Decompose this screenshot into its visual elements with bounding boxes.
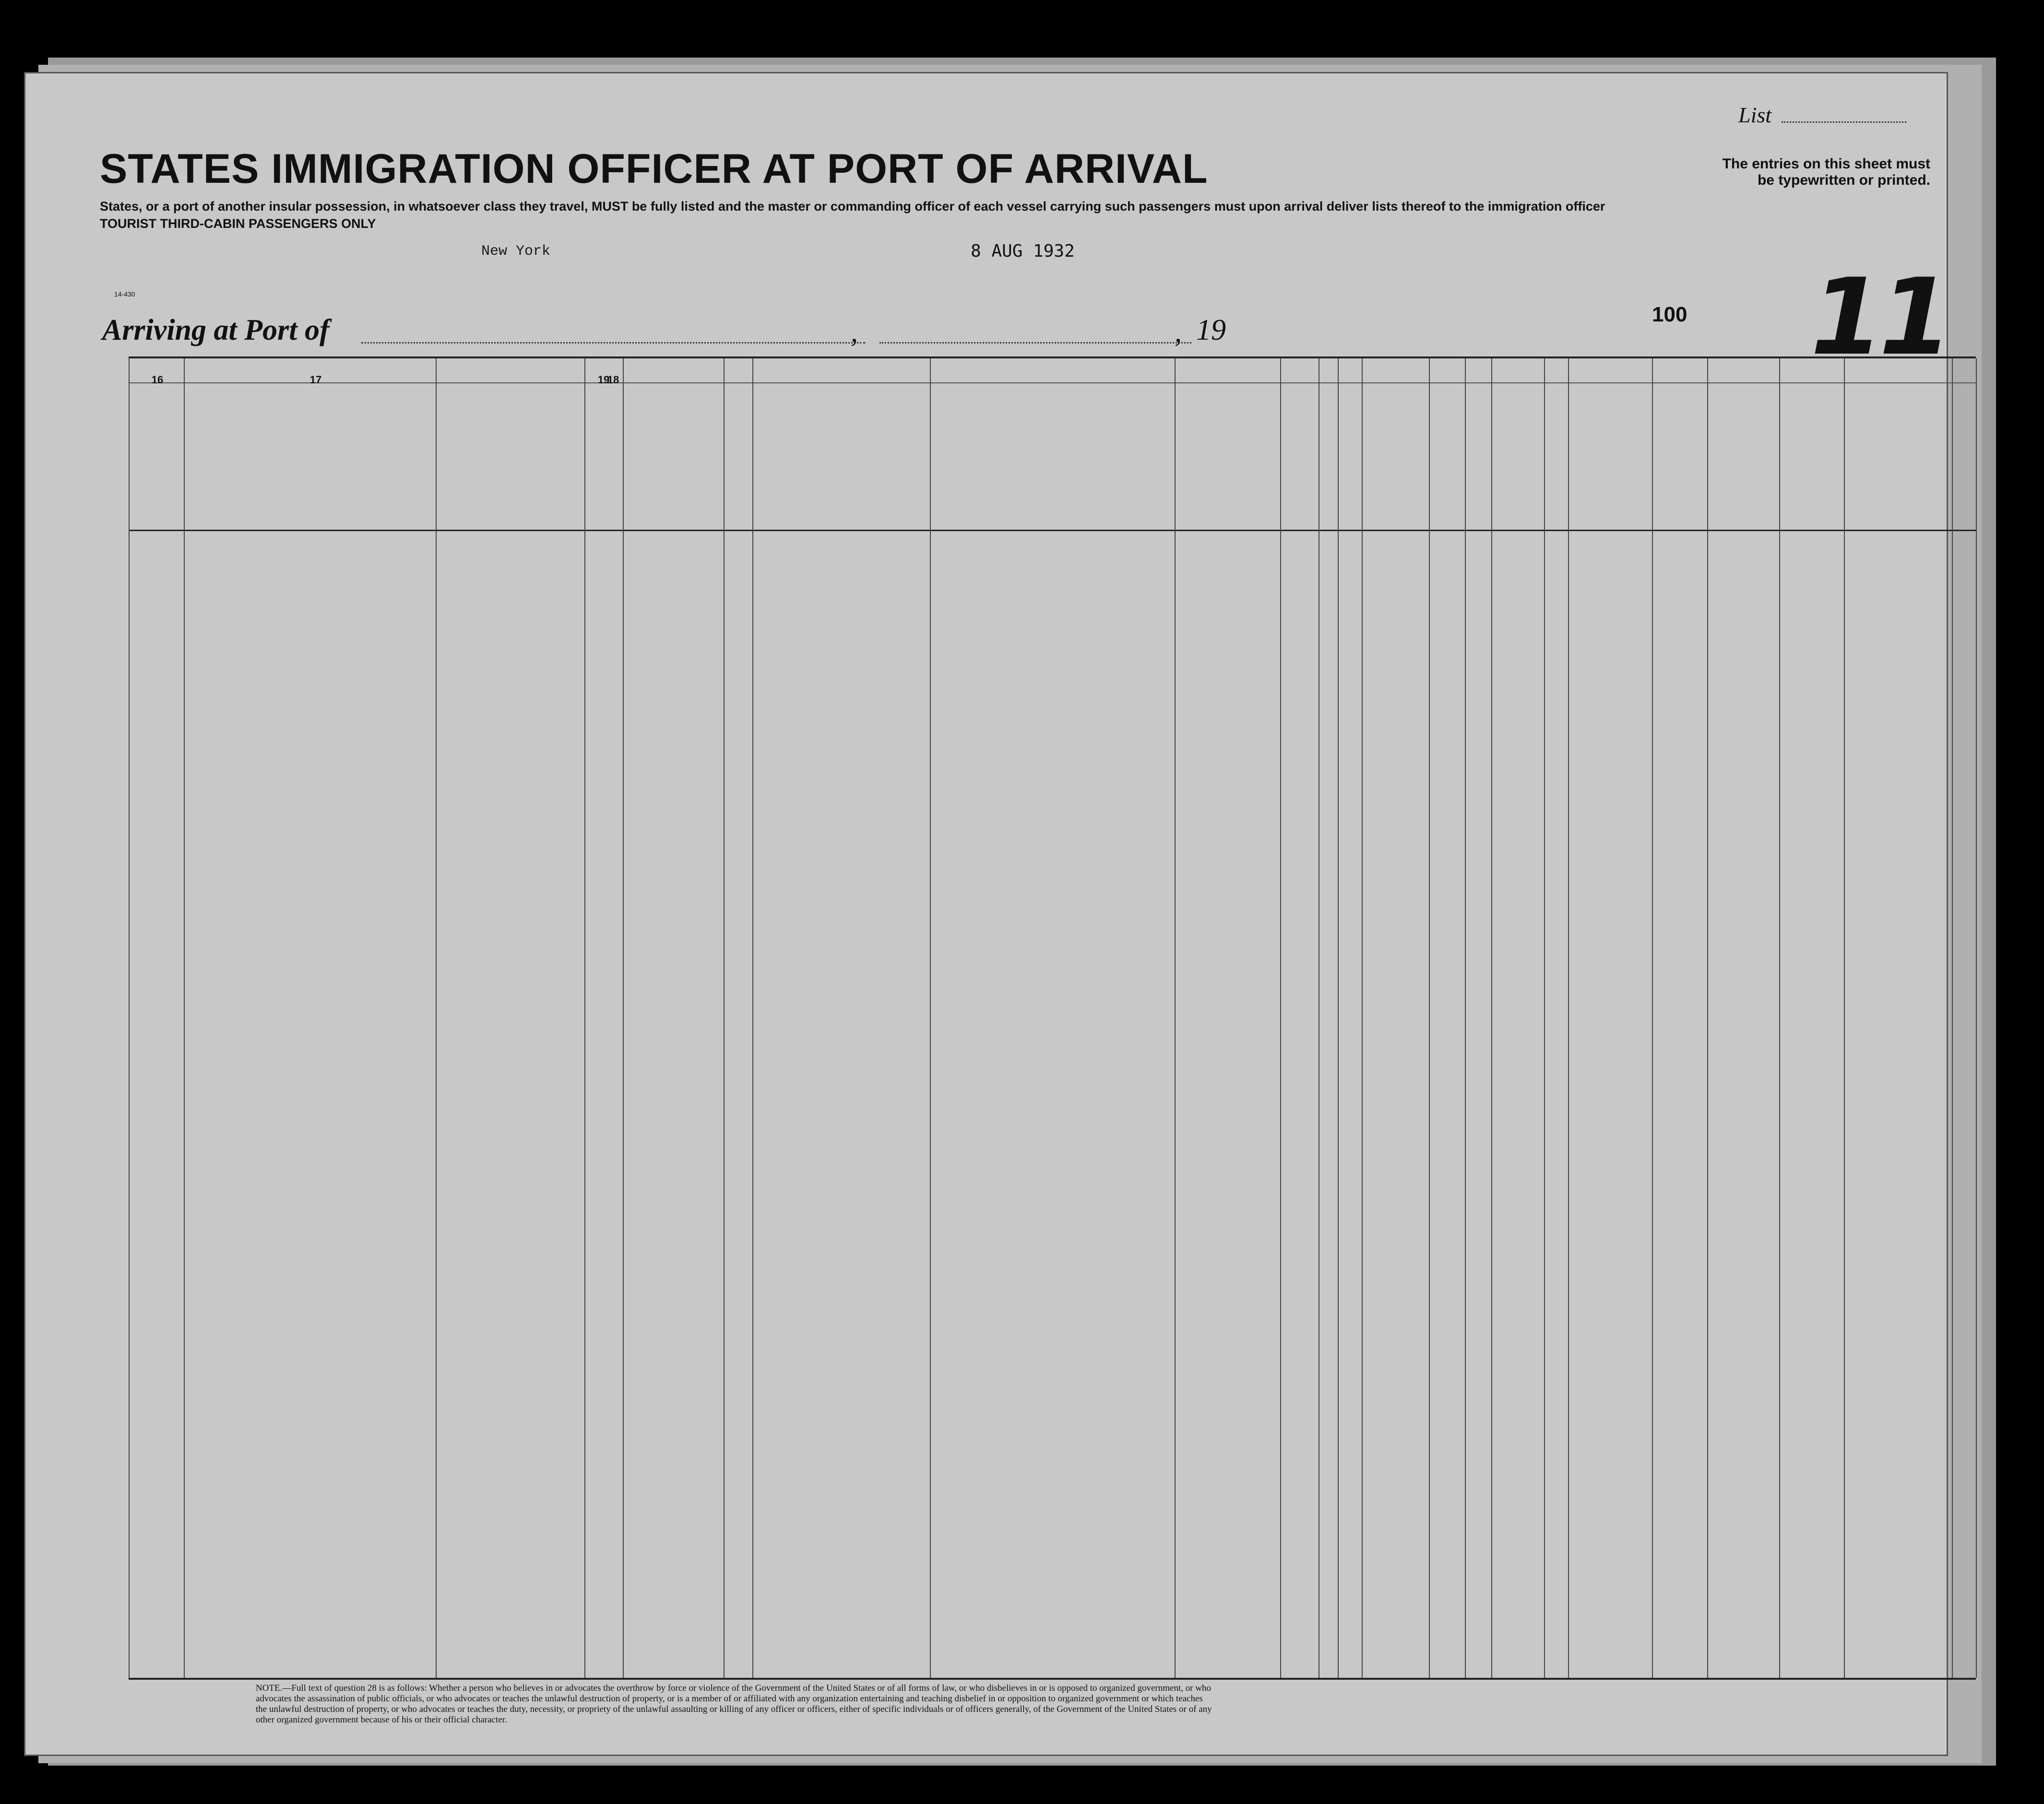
col-rule bbox=[623, 358, 624, 1678]
col-rule bbox=[1544, 358, 1545, 1678]
sheet-number: 100 bbox=[1652, 303, 1687, 326]
col-rule bbox=[436, 358, 437, 1678]
form-number-top: 14-430 bbox=[114, 290, 135, 298]
col-rule bbox=[1429, 358, 1430, 1678]
col-rule bbox=[930, 358, 931, 1678]
col-rule bbox=[1976, 358, 1977, 1678]
col-rule bbox=[184, 358, 185, 1678]
manifest-table bbox=[129, 356, 1976, 1680]
header-bottom-rule bbox=[129, 530, 1976, 531]
column-number-rule bbox=[129, 382, 1976, 383]
col-rule bbox=[752, 358, 753, 1678]
col-rule bbox=[1779, 358, 1780, 1678]
col-number: 16 bbox=[151, 374, 164, 386]
instruction-text: States, or a port of another insular possession, in whatsoever class they travel, MUST be fully listed and the master or commanding officer of each vessel carrying such passengers must upon arrival deliver lists thereof to the immigration officer bbox=[100, 199, 1605, 214]
col-rule bbox=[724, 358, 725, 1678]
date-stamp: 8 AUG 1932 bbox=[971, 241, 1075, 261]
port-line bbox=[361, 342, 865, 344]
port-name: New York bbox=[481, 243, 551, 260]
manifest-sheet bbox=[24, 72, 1948, 1756]
entries-note-line1: The entries on this sheet must bbox=[1722, 156, 1930, 172]
col-rule bbox=[1568, 358, 1569, 1678]
col-rule bbox=[1175, 358, 1176, 1678]
col-rule bbox=[1338, 358, 1339, 1678]
entries-note bbox=[1700, 156, 1930, 189]
page-title: STATES IMMIGRATION OFFICER AT PORT OF ARRIVAL bbox=[100, 146, 1208, 192]
col-rule bbox=[1465, 358, 1466, 1678]
comma-1: , bbox=[851, 316, 858, 348]
list-line bbox=[1782, 121, 1906, 123]
col-rule bbox=[1652, 358, 1653, 1678]
date-line bbox=[879, 342, 1191, 344]
col-rule bbox=[1952, 358, 1953, 1678]
col-rule bbox=[1491, 358, 1492, 1678]
comma-2: , bbox=[1175, 316, 1182, 348]
col-rule bbox=[1362, 358, 1363, 1678]
entries-note-line2: be typewritten or printed. bbox=[1757, 172, 1930, 188]
col-number: 19 bbox=[597, 374, 610, 386]
col-rule bbox=[129, 358, 130, 1678]
footnote: NOTE.—Full text of question 28 is as follows: Whether a person who believes in or advocates the overthrow by force or violence of the Government of the United States or of all forms of law, or who disbelieves in or is opposed to organized government, or who advocates the assassination of public officials, or who advocates or teaches the unlawful destruction of property, or is a member of or affiliated with any organization entertaining and teaching disbelief in or opposition to organized government or which teaches the unlawful destruction of property, or who advocates or teaches the duty, necessity, or propriety of the unlawful assaulting or killing of any officer or officers, either of specific individuals or of officers generally, of the Government of the United States or of any other organized government because of his or their official character. bbox=[256, 1683, 1212, 1725]
col-rule bbox=[1280, 358, 1281, 1678]
col-rule bbox=[1707, 358, 1708, 1678]
class-line: TOURIST THIRD-CABIN PASSENGERS ONLY bbox=[100, 216, 376, 231]
col-rule bbox=[584, 358, 585, 1678]
col-rule bbox=[1844, 358, 1845, 1678]
col-number: 18 bbox=[607, 374, 619, 386]
list-label: List bbox=[1738, 103, 1772, 127]
handwritten-list-number: 11 bbox=[1810, 256, 1948, 379]
arriving-label: Arriving at Port of bbox=[102, 314, 330, 346]
col-number: 17 bbox=[309, 374, 322, 386]
year-prefix: 19 bbox=[1196, 314, 1226, 346]
